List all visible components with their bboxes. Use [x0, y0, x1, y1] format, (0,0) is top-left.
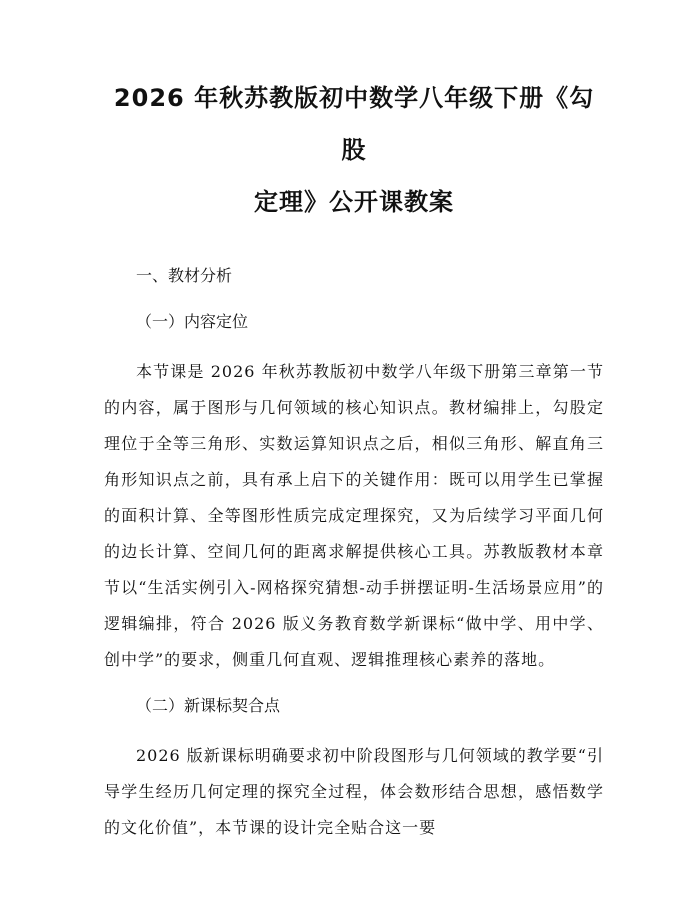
paragraph-content-positioning: 本节课是 2026 年秋苏教版初中数学八年级下册第三章第一节的内容，属于图形与几何领域的核心知识点。教材编排上，勾股定理位于全等三角形、实数运算知识点之后，相似三角形、解直角三角形知识点之前，具有承上启下的关键作用：既可以用学生已掌握的面积计算、全等图形性质完成定理探究，又为后续学习平面几何的边长计算、空间几何的距离求解提供核心工具。苏教版教材本章节以“生活实例引入-网格探究猜想-动手拼摆证明-生活场景应用”的逻辑编排，符合 2026 版义务教育数学新课标“做中学、用中学、创中学”的要求，侧重几何直观、逻辑推理核心素养的落地。 — [104, 362, 604, 669]
paragraph-curriculum-alignment: 2026 版新课标明确要求初中阶段图形与几何领域的教学要“引导学生经历几何定理的探究全过程，体会数形结合思想，感悟数学的文化价值”，本节课的设计完全贴合这一要 — [104, 746, 604, 837]
subsection-heading-curriculum-alignment: （二）新课标契合点 — [136, 696, 281, 715]
document-title — [104, 72, 604, 228]
section-heading-textbook-analysis: 一、教材分析 — [136, 266, 233, 285]
title-line-1: 2026 年秋苏教版初中数学八年级下册《勾股 — [113, 84, 595, 164]
subsection-heading-content-positioning: （一）内容定位 — [136, 312, 249, 331]
title-line-2: 定理》公开课教案 — [254, 188, 454, 216]
